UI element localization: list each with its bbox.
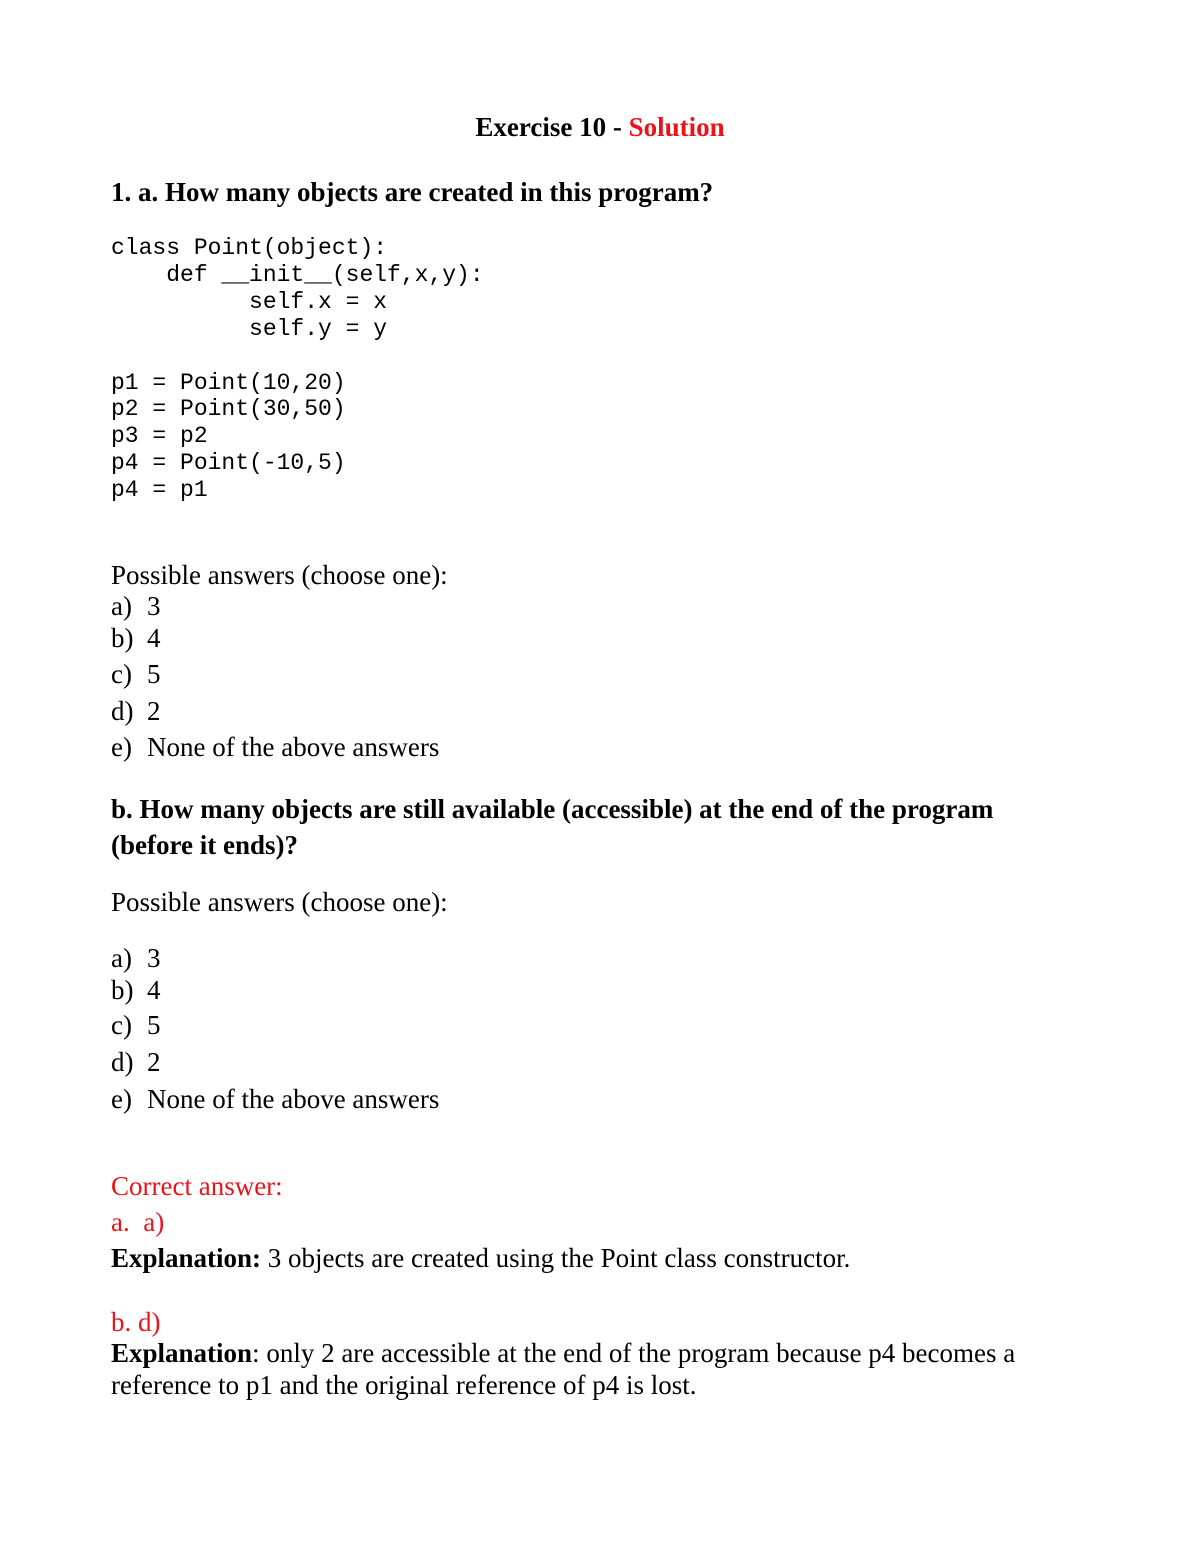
code-line: class Point(object):: [111, 235, 388, 261]
option-text: 4: [147, 975, 161, 1005]
answer-option: [111, 661, 161, 688]
code-line: self.y = y: [111, 316, 388, 342]
explanation-label: Explanation: [111, 1338, 253, 1368]
correct-answer-heading: Correct answer:: [111, 1171, 283, 1201]
code-line: self.x = x: [111, 289, 388, 315]
answer-b-explanation-continued: reference to p1 and the original reference of p4 is lost.: [111, 1370, 697, 1400]
answer-option: [111, 593, 161, 620]
code-line: p4 = Point(-10,5): [111, 450, 346, 476]
explanation-text: : only 2 are accessible at the end of the program because p4 becomes a: [252, 1338, 1016, 1368]
code-line: p1 = Point(10,20): [111, 370, 346, 396]
question-b-prompt: Possible answers (choose one):: [111, 887, 448, 917]
answer-option: [111, 945, 161, 972]
code-line: p3 = p2: [111, 423, 208, 449]
answer-option: [111, 698, 161, 725]
answer-b-label: b. d): [111, 1307, 161, 1337]
option-letter: b): [111, 975, 134, 1005]
explanation-label: Explanation:: [111, 1243, 262, 1273]
option-letter: b): [111, 623, 134, 653]
code-line: def __init__(self,x,y):: [111, 262, 484, 288]
answer-option: [111, 734, 439, 761]
title-prefix: Exercise 10 -: [475, 112, 629, 142]
option-text: None of the above answers: [147, 732, 440, 762]
option-text: 5: [147, 1010, 161, 1040]
option-text: None of the above answers: [147, 1084, 440, 1114]
answer-option: [111, 977, 161, 1004]
option-letter: a): [111, 943, 132, 973]
explanation-text: 3 objects are created using the Point class constructor.: [261, 1243, 851, 1273]
option-letter: d): [111, 1047, 134, 1077]
question-a-heading: 1. a. How many objects are created in this program?: [111, 177, 714, 207]
answer-a-label: a. a): [111, 1207, 165, 1237]
answer-option: [111, 1086, 439, 1113]
answer-option: [111, 1012, 161, 1039]
option-text: 2: [147, 696, 161, 726]
answer-b-explanation: [111, 1340, 1015, 1367]
answer-option: [111, 1049, 161, 1076]
option-letter: e): [111, 1084, 132, 1114]
option-text: 5: [147, 659, 161, 689]
option-letter: c): [111, 659, 132, 689]
option-letter: d): [111, 696, 134, 726]
option-text: 3: [147, 591, 161, 621]
question-b-heading-line: b. How many objects are still available (accessible) at the end of the program: [111, 794, 994, 824]
option-text: 3: [147, 943, 161, 973]
option-text: 4: [147, 623, 161, 653]
answer-option: [111, 625, 161, 652]
option-text: 2: [147, 1047, 161, 1077]
option-letter: c): [111, 1010, 132, 1040]
option-letter: e): [111, 732, 132, 762]
code-line: p4 = p1: [111, 477, 208, 503]
code-line: p2 = Point(30,50): [111, 396, 346, 422]
title-highlight: Solution: [628, 112, 725, 142]
page-title: [0, 114, 1200, 141]
question-a-prompt: Possible answers (choose one):: [111, 560, 448, 590]
answer-a-explanation: [111, 1245, 850, 1272]
question-b-heading-line: (before it ends)?: [111, 830, 298, 860]
option-letter: a): [111, 591, 132, 621]
